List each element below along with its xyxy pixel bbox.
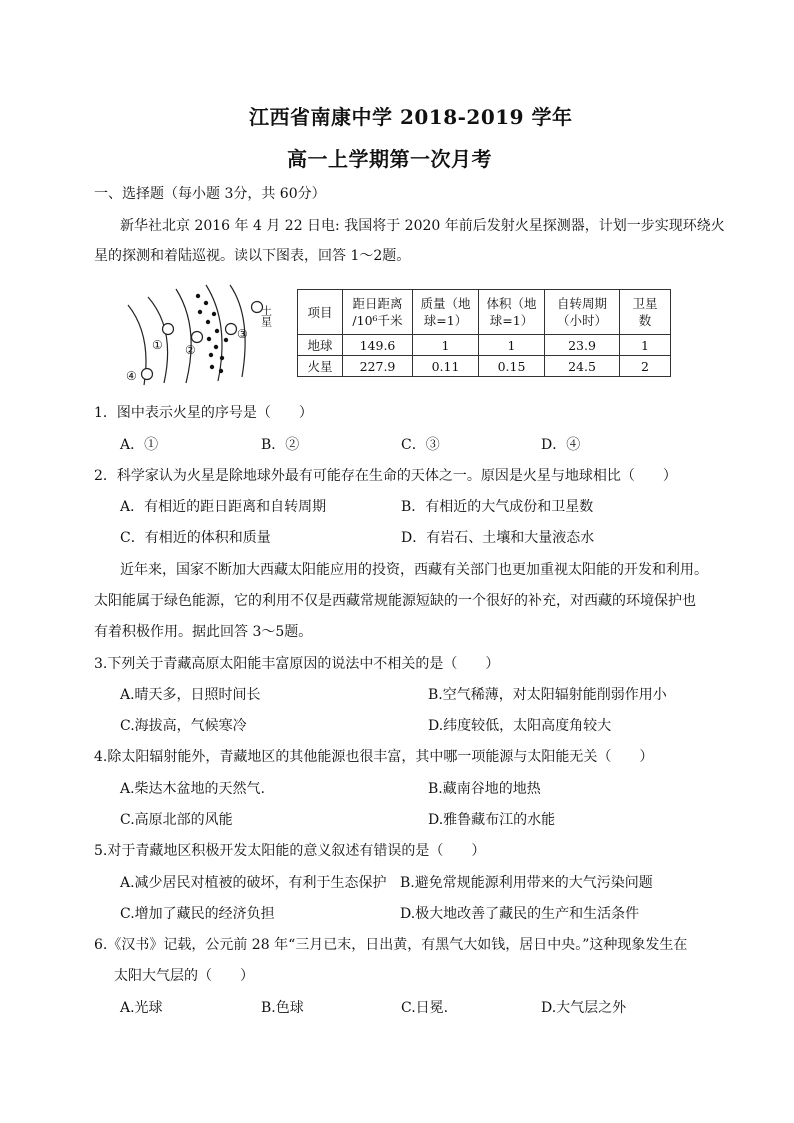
q1-option-a: A．① [120, 437, 159, 453]
section-heading: 一、选择题（每小题 3分，共 60分） [94, 186, 326, 202]
q2-option-b: B．有相近的大气成份和卫星数 [401, 499, 594, 515]
q5-option-c: C.增加了藏民的经济负担 [120, 906, 275, 922]
table-row [298, 356, 671, 377]
orbit-diagram [118, 283, 293, 388]
question-3-stem: 3.下列关于青藏高原太阳能丰富原因的说法中不相关的是（ ） [94, 656, 500, 672]
table-cell: 0.11 [413, 356, 479, 377]
table-cell: 24.5 [545, 356, 620, 377]
q3-option-a: A.晴天多，日照时间长 [120, 687, 261, 703]
table-cell: 2 [620, 356, 671, 377]
diagram-label-4: ④ [126, 369, 137, 383]
table-header-cell: 质量（地 [420, 296, 471, 311]
intro-2-line-1: 近年来，国家不断加大西藏太阳能应用的投资，西藏有关部门也更加重视太阳能的开发和利用。 [120, 562, 708, 578]
intro-1-line-2: 星的探测和着陆巡视。读以下图表，回答 1～2题。 [94, 248, 411, 264]
question-6-stem-line-1: 6.《汉书》记载，公元前 28 年“三月已末，日出黄，有黑气大如钱，居日中央。”这种现象发生在 [94, 937, 688, 953]
table-cell: 0.15 [479, 356, 545, 377]
diagram-label-1: ① [152, 338, 163, 352]
q4-option-c: C.高原北部的风能 [120, 812, 233, 828]
q6-option-c: C.日冕. [401, 1000, 449, 1016]
table-header-row: 项目 距日距离 /10⁶千米 质量（地 球=1） 体积（地 球=1） 自转周期 （小时） 卫星 数 [298, 290, 671, 335]
q6-option-a: A.光球 [120, 1000, 163, 1016]
question-2-stem: 2．科学家认为火星是除地球外最有可能存在生命的天体之一。原因是火星与地球相比（ ） [94, 468, 677, 484]
q6-option-d: D.大气层之外 [541, 1000, 627, 1016]
table-header-cell: 自转周期 [556, 296, 607, 311]
q5-option-d: D.极大地改善了藏民的生产和生活条件 [400, 906, 640, 922]
q4-option-a: A.柴达木盆地的天然气. [120, 781, 266, 797]
planet-4 [142, 369, 153, 380]
table-cell: 227.9 [343, 356, 413, 377]
table-header-cell: 体积（地 [486, 296, 537, 311]
q1-option-c: C．③ [401, 437, 440, 453]
exam-title-line1: 江西省南康中学 2018-2019 学年 [249, 105, 573, 129]
question-1-stem: 1．图中表示火星的序号是（ ） [94, 405, 313, 421]
table-cell: 1 [479, 335, 545, 356]
table-header-cell: 项目 [307, 304, 333, 320]
exam-title-line2: 高一上学期第一次月考 [287, 147, 492, 171]
table-row [298, 335, 671, 356]
intro-2-line-3: 有着积极作用。据此回答 3～5题。 [94, 624, 313, 640]
table-header-cell: 距日距离 [352, 296, 403, 311]
q4-option-d: D.雅鲁藏布江的水能 [428, 812, 556, 828]
q1-option-d: D．④ [541, 437, 581, 453]
table-cell: 23.9 [545, 335, 620, 356]
table-cell: 1 [620, 335, 671, 356]
diagram-label-2: ② [185, 343, 196, 357]
q6-option-b: B.色球 [261, 1000, 304, 1016]
question-6-stem-line-2: 太阳大气层的（ ） [114, 968, 254, 984]
q3-option-c: C.海拔高，气候寒冷 [120, 718, 247, 734]
intro-2-line-2: 太阳能属于绿色能源，它的利用不仅是西藏常规能源短缺的一个很好的补充，对西藏的环境保护也 [94, 593, 696, 609]
question-4-stem: 4.除太阳辐射能外，青藏地区的其他能源也很丰富，其中哪一项能源与太阳能无关（ ） [94, 749, 654, 765]
planet-1 [163, 324, 174, 335]
planet-2 [192, 332, 203, 343]
q1-option-b: B．② [261, 437, 300, 453]
planet-data-table [297, 289, 671, 377]
table-cell: 149.6 [343, 335, 413, 356]
diagram-label-saturn: 土星 [259, 305, 273, 327]
q3-option-b: B.空气稀薄，对太阳辐射能削弱作用小 [428, 687, 667, 703]
table-cell: 地球 [298, 335, 343, 356]
table-cell: 1 [413, 335, 479, 356]
q5-option-a: A.减少居民对植被的破坏，有利于生态保护 [120, 875, 387, 891]
q5-option-b: B.避免常规能源利用带来的大气污染问题 [400, 875, 653, 891]
table-header-cell: 卫星 [632, 296, 658, 311]
q2-option-c: C．有相近的体积和质量 [120, 530, 271, 546]
question-5-stem: 5.对于青藏地区积极开发太阳能的意义叙述有错误的是（ ） [94, 843, 486, 859]
q4-option-b: B.藏南谷地的地热 [428, 781, 541, 797]
table-cell: 火星 [298, 356, 343, 377]
orbit-arc-3 [176, 289, 191, 383]
q2-option-a: A．有相近的距日距离和自转周期 [120, 499, 327, 515]
intro-1-line-1: 新华社北京 2016 年 4 月 22 日电: 我国将于 2020 年前后发射火星探测器，计划一步实现环绕火 [120, 218, 725, 234]
q3-option-d: D.纬度较低，太阳高度角较大 [428, 718, 612, 734]
planet-3 [226, 324, 237, 335]
q2-option-d: D．有岩石、土壤和大量液态水 [401, 530, 595, 546]
diagram-label-3: ③ [237, 327, 248, 341]
